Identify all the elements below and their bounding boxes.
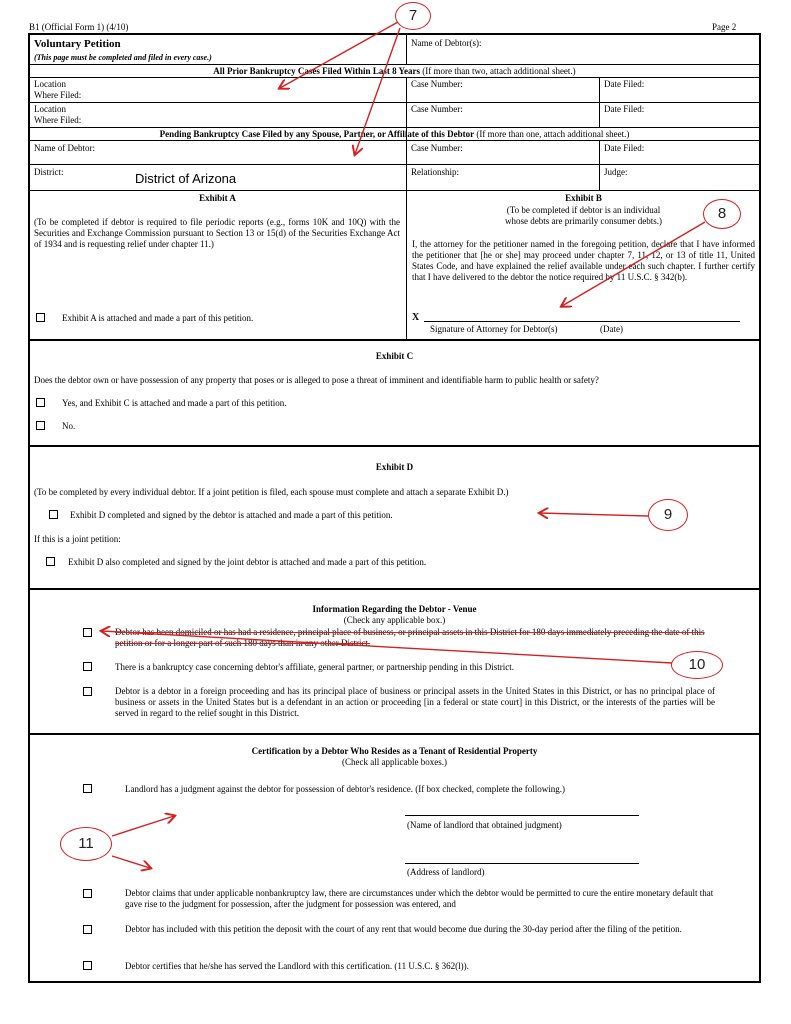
district-value: District of Arizona: [135, 171, 237, 186]
prior-date-filed-label-1: Date Filed:: [604, 79, 645, 89]
exhibit-c-title: Exhibit C: [375, 351, 414, 361]
exhibit-b-subtitle-2: whose debts are primarily consumer debts.): [505, 216, 662, 226]
exhibit-c-yes-label: Yes, and Exhibit C is attached and made a part of this petition.: [62, 398, 287, 408]
pending-case-number-label: Case Number:: [411, 143, 463, 153]
arrow-8: [562, 222, 705, 306]
venue-title: Information Regarding the Debtor - Venue: [312, 604, 477, 614]
tenant-title: Certification by a Debtor Who Resides as a Tenant of Residential Property: [251, 746, 538, 756]
venue-subtitle: (Check any applicable box.): [343, 615, 446, 625]
prior-cases-heading: All Prior Bankruptcy Cases Filed Within Last 8 Years (If more than two, attach additional sheet.): [213, 66, 576, 76]
joint-petition-label: If this is a joint petition:: [34, 534, 121, 544]
tenant-option1-label: Landlord has a judgment against the debtor for possession of debtor's residence. (If box checked, complete the following.): [125, 784, 565, 794]
arrow-11a: [112, 816, 174, 836]
exhibit-c-question: Does the debtor own or have possession of any property that poses or is alleged to pose a threat of imminent and identifiable harm to public health or safety?: [34, 375, 599, 385]
exhibit-d-instruction: (To be completed by every individual debtor. If a joint petition is filed, each spouse must complete and attach a separate Exhibit D.): [34, 487, 509, 497]
prior-date-filed-label-2: Date Filed:: [604, 104, 645, 114]
exhibit-b-title: Exhibit B: [565, 193, 602, 203]
page-number: Page 2: [712, 22, 737, 32]
signature-label: Signature of Attorney for Debtor(s): [430, 324, 558, 334]
signature-date-label: (Date): [600, 324, 623, 334]
exhibit-d-option2-label: Exhibit D also completed and signed by the joint debtor is attached and made a part of this petition.: [68, 557, 427, 567]
tenant-subtitle: (Check all applicable boxes.): [342, 757, 447, 767]
pending-date-filed-label: Date Filed:: [604, 143, 645, 153]
venue-option2-label: There is a bankruptcy case concerning debtor's affiliate, general partner, or partnership pending in this District.: [115, 662, 514, 672]
exhibit-b-body: I, the attorney for the petitioner named in the foregoing petition, declare that I have informed the petitioner that [he or she] may proceed under chapter 7, 11, 12, or 13 of title 11, United States Code, and have explained the relief available under each such chapter. I further certify that I have delivered to the debtor the notice required by 11 U.S.C. § 342(b).: [412, 239, 755, 282]
arrow-10: [102, 631, 672, 663]
arrow-9: [540, 513, 648, 516]
pending-debtor-name-label: Name of Debtor:: [34, 143, 95, 153]
prior-location-label-2: Location: [34, 104, 66, 114]
exhibit-a-title: Exhibit A: [199, 193, 236, 203]
arrow-11b: [112, 856, 150, 868]
tenant-option2-label: Debtor claims that under applicable nonbankruptcy law, there are circumstances under which the debtor would be permitted to cure the entire monetary default that gave rise to the judgment for possession, after the judgment for possession was entered, and: [125, 888, 714, 909]
exhibit-b-subtitle-1: (To be completed if debtor is an individual: [506, 205, 661, 215]
prior-location-label-1: Location: [34, 79, 66, 89]
exhibit-d-option1-label: Exhibit D completed and signed by the debtor is attached and made a part of this petition.: [70, 510, 393, 520]
prior-case-number-label-1: Case Number:: [411, 79, 463, 89]
annotation-9: 9: [648, 499, 688, 531]
pending-case-heading: Pending Bankruptcy Case Filed by any Spouse, Partner, or Affiliate of this Debtor (If more than one, attach additional sheet.): [159, 129, 630, 139]
tenant-option3-label: Debtor has included with this petition the deposit with the court of any rent that would become due during the 30-day period after the filing of the petition.: [125, 924, 682, 934]
page-title: Voluntary Petition: [34, 38, 121, 50]
relationship-label: Relationship:: [411, 167, 459, 177]
district-label: District:: [34, 167, 64, 177]
annotation-7: 7: [395, 2, 431, 30]
exhibit-a-checkbox-label: Exhibit A is attached and made a part of this petition.: [62, 313, 254, 323]
landlord-address-label: (Address of landlord): [407, 867, 485, 877]
exhibit-d-title: Exhibit D: [375, 462, 414, 472]
signature-x-mark: X: [412, 312, 420, 323]
venue-option1-label: Debtor has been domiciled or has had a residence, principal place of business, or principal assets in this District for 180 days immediately preceding the date of this petition or for a longer part of such 180 days than in any other District.: [115, 627, 705, 648]
landlord-name-label: (Name of landlord that obtained judgment): [407, 820, 562, 830]
exhibit-a-body: (To be completed if debtor is required to file periodic reports (e.g., forms 10K and 10Q) with the Securities and Exchange Commission pursuant to Section 13 or 15(d) of the Securities Exchange Act of 1934 and is requesting relief under chapter 11.): [34, 217, 400, 249]
arrow-7a: [280, 22, 398, 88]
venue-option3-label: Debtor is a debtor in a foreign proceeding and has its principal place of business or principal assets in the United States in this District, or has no principal place of business or assets in the United States but is a defendant in an action or proceeding [in a federal or state court] in this District, or the interests of the parties will be served in regard to the relief sought in this District.: [115, 686, 715, 718]
page-subtitle: (This page must be completed and filed in every case.): [34, 53, 212, 62]
exhibit-c-no-label: No.: [62, 421, 76, 431]
annotation-8: 8: [703, 199, 741, 229]
prior-where-filed-label-2: Where Filed:: [34, 115, 82, 125]
prior-where-filed-label-1: Where Filed:: [34, 90, 82, 100]
annotation-11: 11: [60, 827, 112, 861]
annotation-10: 10: [671, 651, 723, 679]
arrow-7b: [355, 28, 400, 154]
form-id: B1 (Official Form 1) (4/10): [29, 22, 129, 32]
tenant-option4-label: Debtor certifies that he/she has served the Landlord with this certification. (11 U.S.C. § 362(l)).: [125, 961, 469, 971]
debtor-name-label: Name of Debtor(s):: [411, 38, 482, 48]
prior-case-number-label-2: Case Number:: [411, 104, 463, 114]
judge-label: Judge:: [604, 167, 628, 177]
